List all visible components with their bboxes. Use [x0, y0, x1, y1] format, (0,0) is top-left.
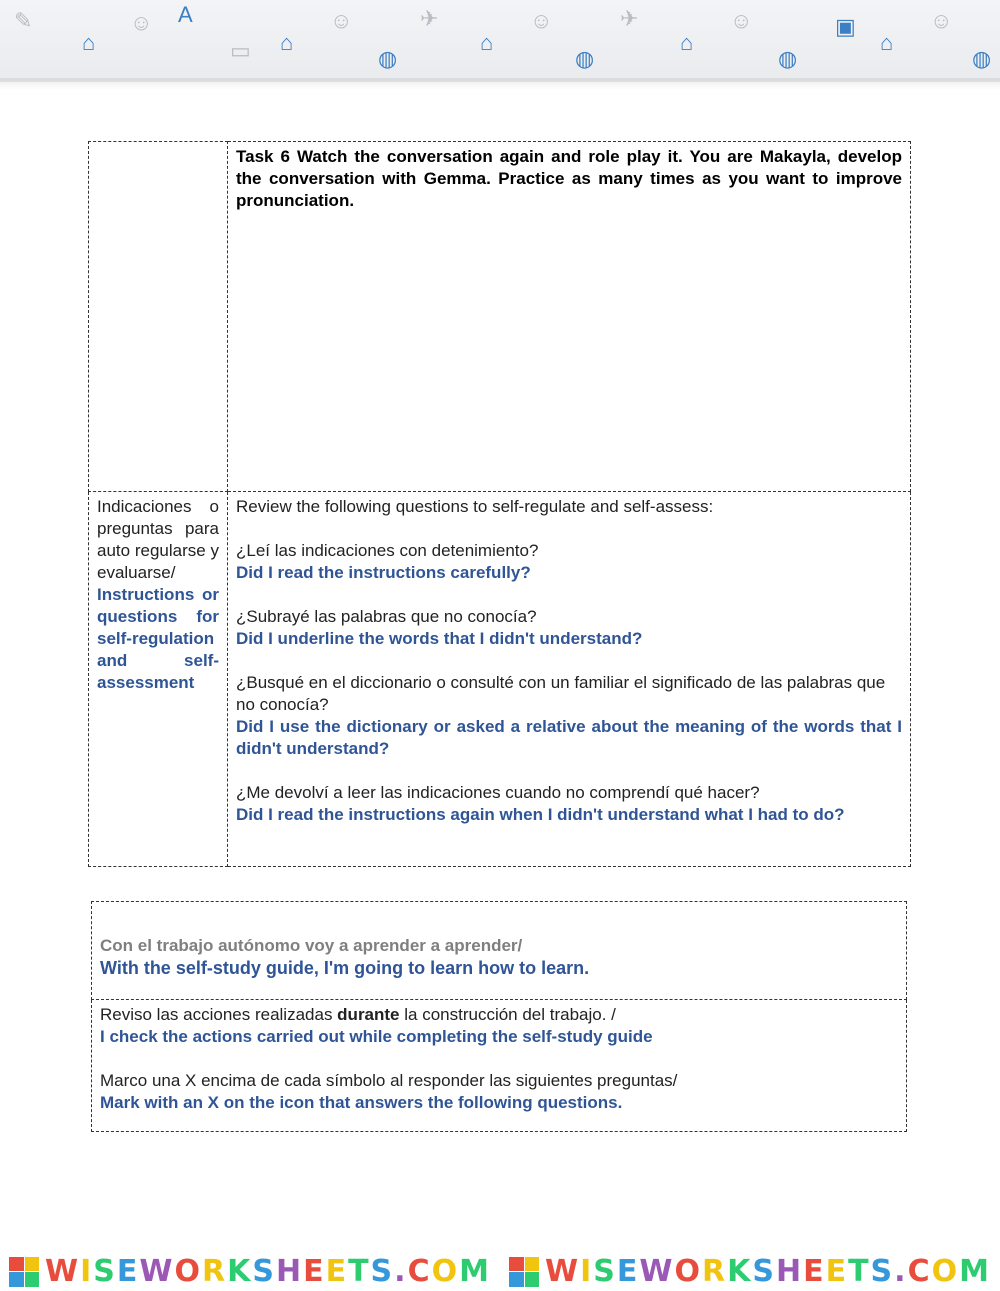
globe-icon: ◍ [575, 46, 595, 71]
person-icon: ☺ [730, 8, 753, 33]
wise-logo-icon [509, 1257, 539, 1287]
question-4-es: ¿Me devolví a leer las indicaciones cuando no comprendí qué hacer? [236, 783, 760, 802]
actions-cell [92, 1000, 907, 1132]
label-english: Instructions or questions for self-regulation and self-assessment [97, 585, 219, 692]
watermark-2 [509, 1254, 991, 1289]
computer-icon: ▣ [835, 14, 856, 39]
heading-cell [92, 902, 907, 1000]
person-icon: ☺ [130, 10, 153, 35]
question-3-en: Did I use the dictionary or asked a relative about the meaning of the words that I didn't understand? [236, 717, 902, 758]
house-icon: ⌂ [880, 30, 894, 55]
self-regulation-label-cell [89, 492, 228, 867]
question-1-en: Did I read the instructions carefully? [236, 563, 531, 582]
banner-shadow [0, 78, 1000, 90]
empty-cell [89, 142, 228, 492]
globe-icon: ◍ [972, 46, 992, 71]
watermark-text: WISEWORKSHEETS.COM [545, 1254, 991, 1289]
question-2-en: Did I underline the words that I didn't understand? [236, 629, 643, 648]
heading-english: With the self-study guide, I'm going to learn how to learn. [100, 958, 590, 978]
heading-spanish: Con el trabajo autónomo voy a aprender a aprender/ [100, 936, 523, 955]
questions-intro: Review the following questions to self-regulate and self-assess: [236, 497, 714, 516]
question-2-es: ¿Subrayé las palabras que no conocía? [236, 607, 537, 626]
review-english: I check the actions carried out while completing the self-study guide [100, 1027, 653, 1046]
mark-english: Mark with an X on the icon that answers the following questions. [100, 1093, 623, 1112]
person-icon: ☺ [330, 8, 353, 33]
globe-icon: ◍ [778, 46, 798, 71]
question-1-es: ¿Leí las indicaciones con detenimiento? [236, 541, 539, 560]
plane-icon: ✈ [620, 6, 639, 31]
house-icon: ⌂ [680, 30, 694, 55]
person-icon: ☺ [930, 8, 953, 33]
watermark-1 [9, 1254, 491, 1289]
mark-spanish: Marco una X encima de cada símbolo al responder las siguientes preguntas/ [100, 1071, 678, 1090]
plane-icon: ✈ [420, 6, 439, 31]
questions-cell [228, 492, 911, 867]
wise-logo-icon [9, 1257, 39, 1287]
globe-icon: ◍ [378, 46, 398, 71]
person-icon: ☺ [530, 8, 553, 33]
house-icon: ⌂ [480, 30, 494, 55]
label-spanish: Indicaciones o preguntas para auto regularse y evaluarse/ [97, 497, 219, 582]
letter-icon: A [178, 2, 193, 27]
question-4-en: Did I read the instructions again when I didn't understand what I had to do? [236, 805, 845, 824]
task-cell [228, 142, 911, 492]
task-6-instructions: Task 6 Watch the conversation again and role play it. You are Makayla, develop the conversation with Gemma. Practice as many times as you want to improve pronunciation. [236, 147, 902, 210]
task-table [88, 141, 911, 867]
header-banner [0, 0, 1000, 82]
watermark-text: WISEWORKSHEETS.COM [45, 1254, 491, 1289]
house-icon: ⌂ [280, 30, 294, 55]
house-icon: ⌂ [82, 30, 96, 55]
pencil-icon: ✎ [14, 8, 33, 33]
question-3-es: ¿Busqué en el diccionario o consulté con un familiar el significado de las palabras que no conocía? [236, 673, 886, 714]
book-icon: ▭ [230, 38, 251, 63]
footer-watermark [0, 1252, 1000, 1291]
self-study-table [91, 901, 907, 1132]
review-spanish: Reviso las acciones realizadas durante la construcción del trabajo. / [100, 1005, 616, 1024]
